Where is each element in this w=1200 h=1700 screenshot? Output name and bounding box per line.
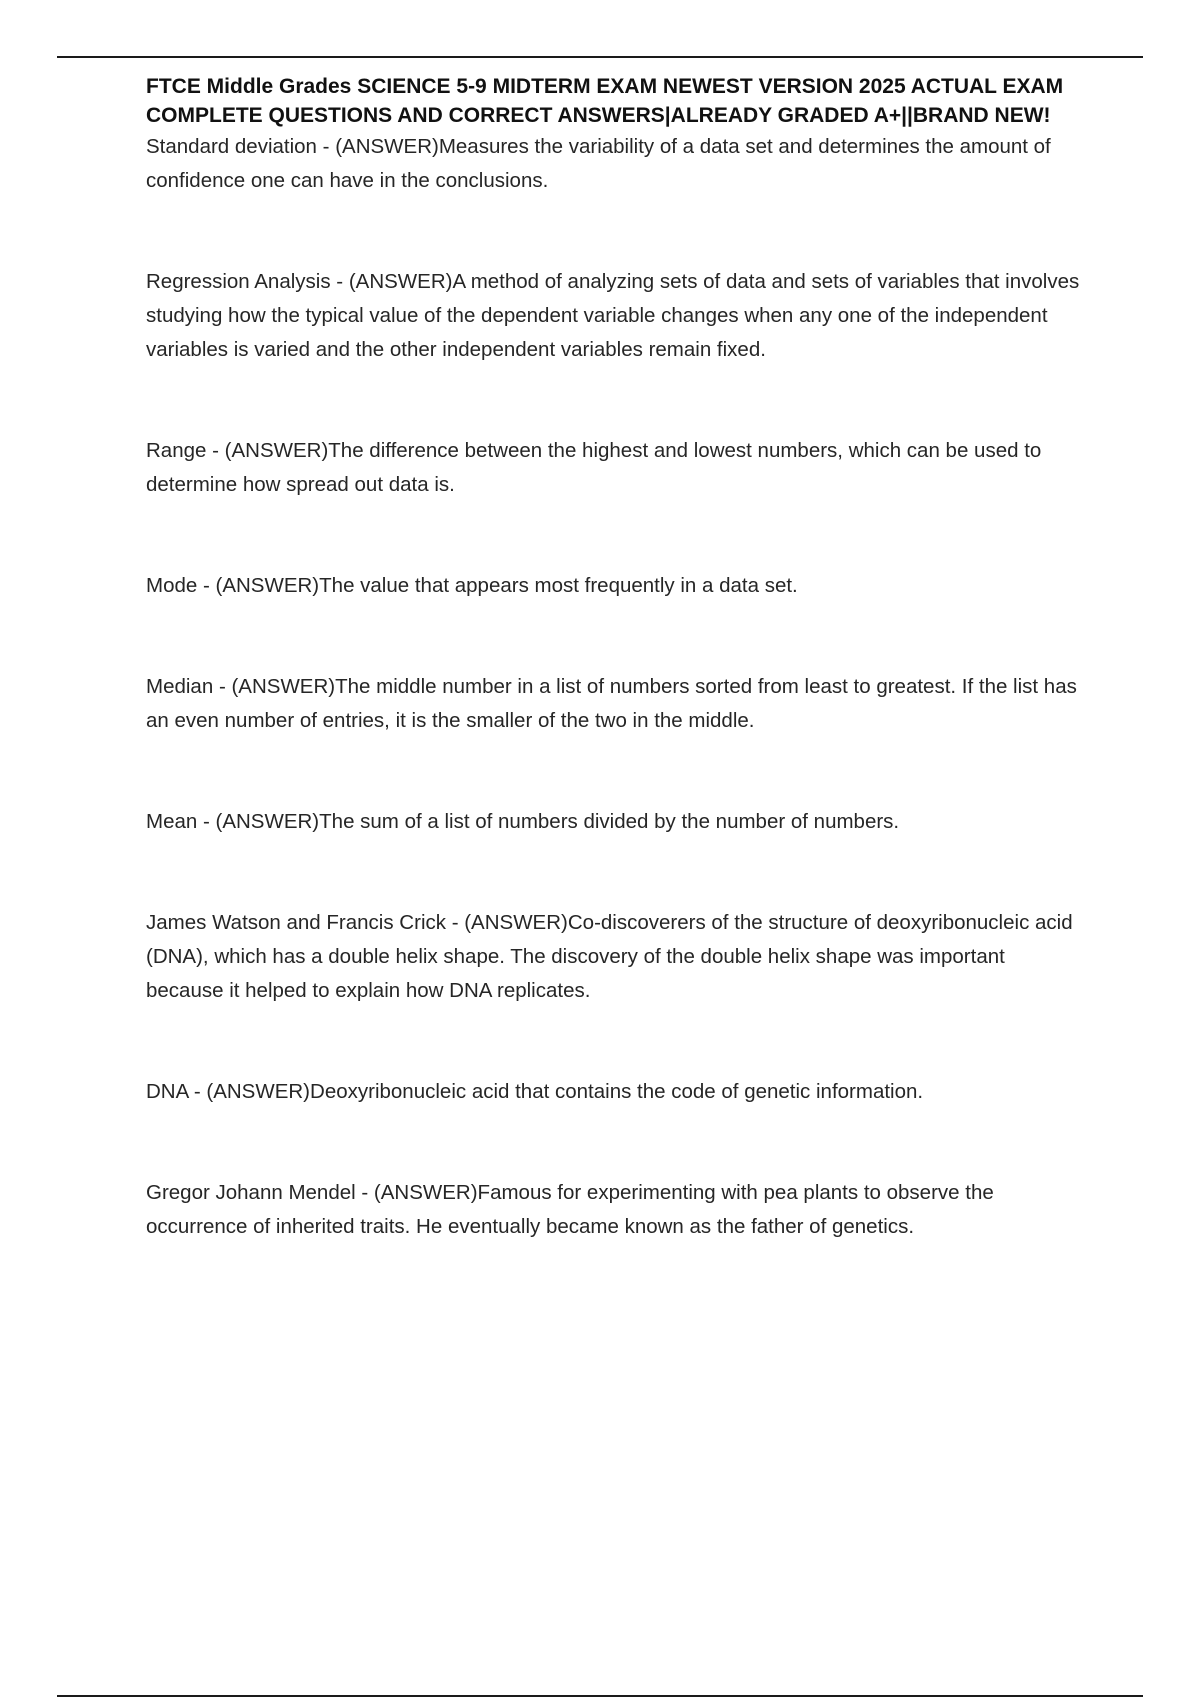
entry-term: Gregor Johann Mendel <box>146 1181 356 1204</box>
entry-definition: Co-discoverers of the structure of deoxyribonucleic acid (DNA), which has a double helix shape. The discovery of the double helix shape was important because it helped to explain how DNA replicates. <box>146 911 1073 1002</box>
entry-term: Median <box>146 675 214 698</box>
entry-definition: Measures the variability of a data set and determines the amount of confidence one can have in the conclusions. <box>146 135 1051 192</box>
qa-entry <box>146 805 1086 839</box>
entry-term: Standard deviation <box>146 135 317 158</box>
qa-entry <box>146 434 1086 502</box>
entry-term: DNA <box>146 1080 189 1103</box>
top-rule <box>57 56 1143 58</box>
entry-answer-tag: (ANSWER) <box>224 439 329 462</box>
entry-definition: Deoxyribonucleic acid that contains the code of genetic information. <box>310 1080 924 1103</box>
qa-entry <box>146 130 1086 198</box>
entry-separator: - <box>206 439 225 462</box>
entry-definition: The middle number in a list of numbers sorted from least to greatest. If the list has an even number of entries, it is the smaller of the two in the middle. <box>146 675 1077 732</box>
entry-answer-tag: (ANSWER) <box>335 135 439 158</box>
entry-definition: A method of analyzing sets of data and sets of variables that involves studying how the typical value of the dependent variable changes when any one of the independent variables is varied and the other independent variables remain fixed. <box>146 270 1080 361</box>
entry-term: James Watson and Francis Crick <box>146 911 446 934</box>
entry-term: Regression Analysis <box>146 270 331 293</box>
entry-answer-tag: (ANSWER) <box>215 574 320 597</box>
entry-separator: - <box>197 574 216 597</box>
entry-definition: The value that appears most frequently in a data set. <box>319 574 798 597</box>
document-title: FTCE Middle Grades SCIENCE 5-9 MIDTERM EXAM NEWEST VERSION 2025 ACTUAL EXAM COMPLETE QUESTIONS AND CORRECT ANSWERS|ALREADY GRADED A+||BRAND NEW! <box>146 75 1064 127</box>
entry-separator: - <box>213 675 232 698</box>
entry-term: Mode <box>146 574 198 597</box>
entry-answer-tag: (ANSWER) <box>348 270 453 293</box>
entry-definition: The difference between the highest and lowest numbers, which can be used to determine how spread out data is. <box>146 439 1042 496</box>
qa-entry <box>146 265 1086 367</box>
entry-answer-tag: (ANSWER) <box>215 810 320 833</box>
entry-answer-tag: (ANSWER) <box>373 1181 478 1204</box>
entry-answer-tag: (ANSWER) <box>206 1080 311 1103</box>
entry-separator: - <box>330 270 349 293</box>
entry-separator: - <box>446 911 465 934</box>
document-body <box>146 72 1086 1244</box>
entry-separator: - <box>355 1181 374 1204</box>
entry-separator: - <box>197 810 216 833</box>
qa-entry <box>146 569 1086 603</box>
entry-separator: - <box>316 135 336 158</box>
qa-entry <box>146 1075 1086 1109</box>
qa-entry <box>146 670 1086 738</box>
qa-entry <box>146 1176 1086 1244</box>
entry-separator: - <box>188 1080 207 1103</box>
entry-term: Range <box>146 439 207 462</box>
entry-term: Mean <box>146 810 198 833</box>
entry-definition: The sum of a list of numbers divided by the number of numbers. <box>319 810 900 833</box>
entry-definition: Famous for experimenting with pea plants to observe the occurrence of inherited traits. He eventually became known as the father of genetics. <box>146 1181 994 1238</box>
bottom-rule <box>57 1695 1143 1697</box>
qa-entry <box>146 906 1086 1008</box>
entry-answer-tag: (ANSWER) <box>464 911 568 934</box>
entry-answer-tag: (ANSWER) <box>231 675 336 698</box>
